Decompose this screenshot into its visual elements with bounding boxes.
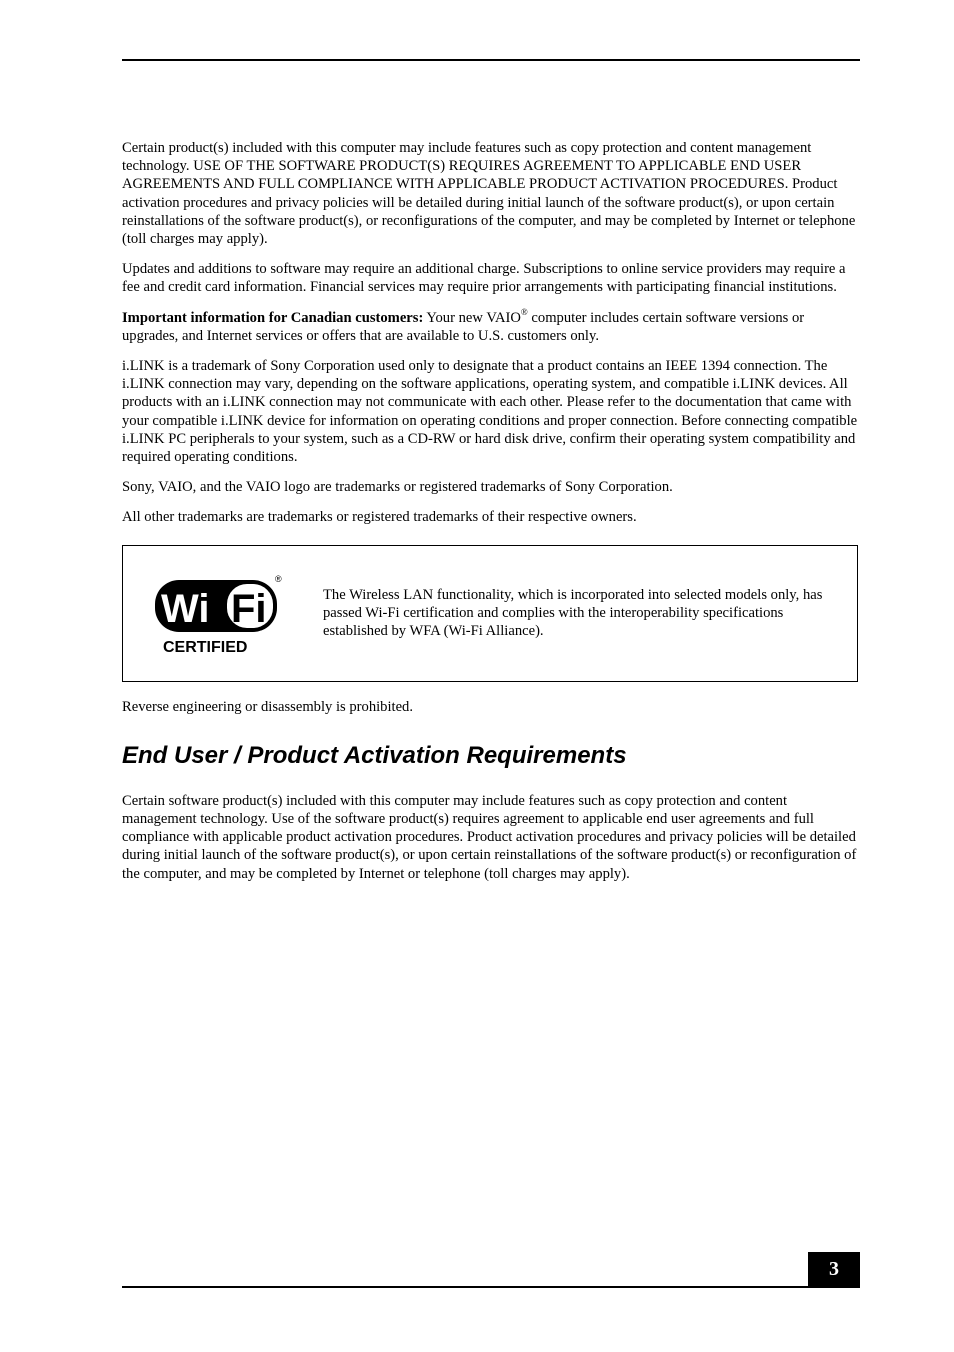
paragraph-updates: Updates and additions to software may require an additional charge. Subscriptions to online service providers may require a fee and credit card information. Financial services may require prior arrangements with participating financial institutions.	[122, 261, 846, 296]
paragraph-other-trademarks: All other trademarks are trademarks or registered trademarks of their respective owners.	[122, 509, 637, 526]
paragraph-sony-trademarks: Sony, VAIO, and the VAIO logo are trademarks or registered trademarks of Sony Corporation.	[122, 479, 673, 496]
wifi-logo-fi: Fi	[231, 586, 267, 631]
paragraph-canadian-customers	[122, 306, 858, 345]
wifi-logo-wi: Wi	[161, 586, 210, 631]
top-rule	[122, 59, 860, 61]
wifi-logo-registered: ®	[275, 573, 282, 584]
page-content	[122, 139, 858, 895]
canadian-text-part1: Your new VAIO	[423, 309, 521, 326]
canadian-text-part2: computer includes certain software versions or upgrades, and Internet services or offers that are available to U.S. customers only.	[122, 309, 805, 344]
paragraph-ilink: i.LINK is a trademark of Sony Corporation used only to designate that a product contains an IEEE 1394 connection. The i.LINK connection may vary, depending on the software applications, operating system, and compatible i.LINK devices. All products with an i.LINK connection may not communicate with each other. Please refer to the documentation that came with your compatible i.LINK device for information on operating conditions and proper connection. Before connecting compatible i.LINK PC peripherals to your system, such as a CD-RW or hard disk drive, confirm their operating system compatibility and required operating conditions.	[122, 358, 858, 466]
wifi-certified-logo	[153, 574, 283, 656]
wifi-logo-certified: CERTIFIED	[163, 638, 248, 656]
wifi-certification-text: The Wireless LAN functionality, which is incorporated into selected models only, has passed Wi-Fi certification and complies with the interoperability specifications established by WFA (Wi-Fi Alliance).	[323, 586, 823, 640]
paragraph-copy-protection: Certain product(s) included with this computer may include features such as copy protection and content management technology. USE OF THE SOFTWARE PRODUCT(S) REQUIRES AGREEMENT TO APPLICABLE END USER AGREEMENTS AND FULL COMPLIANCE WITH APPLICABLE PRODUCT ACTIVATION PROCEDURES. Product activation procedures and privacy policies will be detailed during initial launch of the software product(s), or upon certain reinstallations of the software product(s), or reconfigurations of the computer, and may be completed by Internet or telephone (toll charges may apply).	[122, 140, 856, 248]
wifi-certification-box	[122, 545, 858, 682]
bottom-rule	[122, 1286, 860, 1288]
section-heading: End User / Product Activation Requirements	[122, 741, 627, 769]
paragraph-reverse-engineering: Reverse engineering or disassembly is prohibited.	[122, 698, 413, 715]
canadian-customers-label: Important information for Canadian customers:	[122, 309, 424, 326]
page-number: 3	[808, 1252, 860, 1287]
paragraph-activation-requirements: Certain software product(s) included with this computer may include features such as copy protection and content management technology. Use of the software product(s) requires agreement to applicable end user agreements and full compliance with applicable product activation procedures. Product activation procedures and privacy policies will be detailed during initial launch of the software product(s), or upon certain reinstallations of the software product(s) or reconfiguration of the computer, and may be completed by Internet or telephone (toll charges may apply).	[122, 792, 857, 882]
registered-mark: ®	[520, 306, 528, 317]
